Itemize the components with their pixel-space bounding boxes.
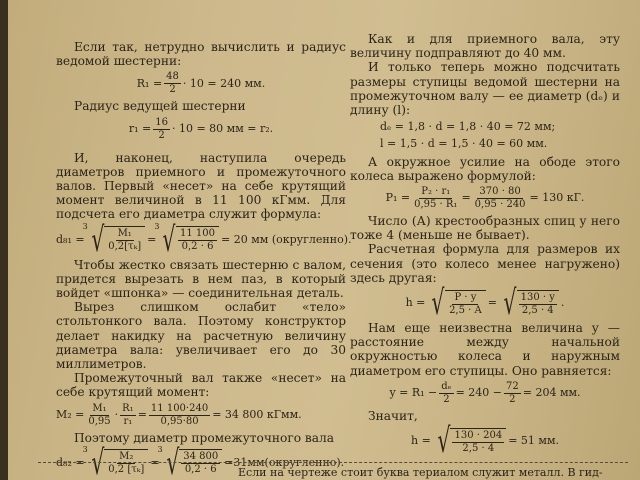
book-page (8, 0, 640, 480)
formula-p1: P₁ = $\frac{\text{P₂ · r₁}}{\text{0,95 · R₁}}$ = $\frac{370 \cdot 80}{0,95 \cdot 240}$ = 130 кГ. (385, 186, 585, 211)
paragraph: Как и для приемного вала, эту величину подправляют до 40 мм. (350, 32, 620, 61)
paragraph: Вырез слишком ослабит «тело» стольтонкого вала. Поэтому конструктор делает накидку на расчетную величину диаметра вала: увеличивает его до 30 миллиметров. (56, 300, 346, 372)
paragraph: Поэтому диаметр промежуточного вала (74, 430, 335, 445)
paragraph: Значит, (368, 408, 418, 423)
right-column (350, 32, 620, 462)
paragraph: А окружное усилие на ободе этого колеса выражено формулой: (350, 154, 620, 183)
formula-l: l = 1,5 · d = 1,5 · 40 = 60 мм. (380, 137, 548, 151)
formula-d1: d₈₁ = 3 √ $\frac{\text{M₁}}{\text{0,2[τₖ]}}$ = 3 √ $\frac{11 100}{0,2 \cdot 6}$ = 20 мм (округленно). (56, 219, 352, 260)
paragraph: Радиус ведущей шестерни (74, 99, 246, 114)
formula-r-small: r₁ = $\frac{16}{2}$ · 10 = 80 мм = r₂. (128, 116, 274, 141)
formula-h: h = √ $\frac{P \cdot y}{2,5 \cdot A}$ = √ $\frac{130 \cdot y}{2,5 \cdot 4}$ . (405, 283, 565, 324)
paragraph: И только теперь можно подсчитать размеры ступицы ведомой шестерни на промежуточном валу — ее диаметр (dₑ) и длину (l): (350, 60, 620, 118)
paragraph: Чтобы жестко связать шестерню с валом, придется вырезать в нем паз, в который войдет «шпонка» — соединительная деталь. (56, 257, 346, 301)
footnote-divider (38, 462, 628, 463)
formula-m2: M₂ = $\frac{\text{M₁}}{0,95}$ · $\frac{\text{R₁}}{\text{r₁}}$ = $\frac{11 100\cdot 240}{0,95\cdot 80}$ = 34 800 кГмм. (56, 402, 302, 427)
paragraph: Число (А) крестообразных спиц у него тоже 4 (меньше не бывает). (350, 214, 620, 243)
left-column (56, 40, 352, 480)
formula-y: y = R₁ − $\frac{\text{dₑ}}{2}$ = 240 − $\frac{72}{2}$ = 204 мм. (389, 380, 581, 405)
paragraph: Расчетная формула для размеров их сечения (это колесо менее нагружено) здесь другая: (350, 242, 620, 285)
paragraph: И, наконец, наступила очередь диаметров приемного и промежуточного валов. Первый «несет» на себе крутящий момент величиной в 11 100 кГмм. Для подсчета его диаметра служит формула: (56, 150, 346, 222)
paragraph: Нам еще неизвестна величина y — расстояние между начальной окружностью колеса и наружным диаметром его ступицы. Оно равняется: (350, 321, 620, 378)
footnote-text: Если на чертеже стоит буква териалом служит металл. В гид- (238, 466, 603, 479)
formula-dc: dₑ = 1,8 · d = 1,8 · 40 = 72 мм; (380, 120, 556, 134)
formula-h-result: h = √ $\frac{130 \cdot 204}{2,5 \cdot 4}$ = 51 мм. (410, 421, 560, 462)
paragraph: Промежуточный вал также «несет» на себе крутящий момент: (56, 371, 346, 400)
paragraph: Если так, нетрудно вычислить и радиус ведомой шестерни: (56, 40, 346, 69)
book-spine-edge (0, 0, 8, 480)
formula-d2: d₈₂ = 3 √ $\frac{\text{M₂}}{\text{0,2 [τₖ]}}$ = 3 √ $\frac{34 800}{0,2 \cdot 6}$ =31мм(округленно). (56, 442, 345, 480)
formula-r1: R₁ = $\frac{48}{2}$ · 10 = 240 мм. (136, 71, 266, 96)
